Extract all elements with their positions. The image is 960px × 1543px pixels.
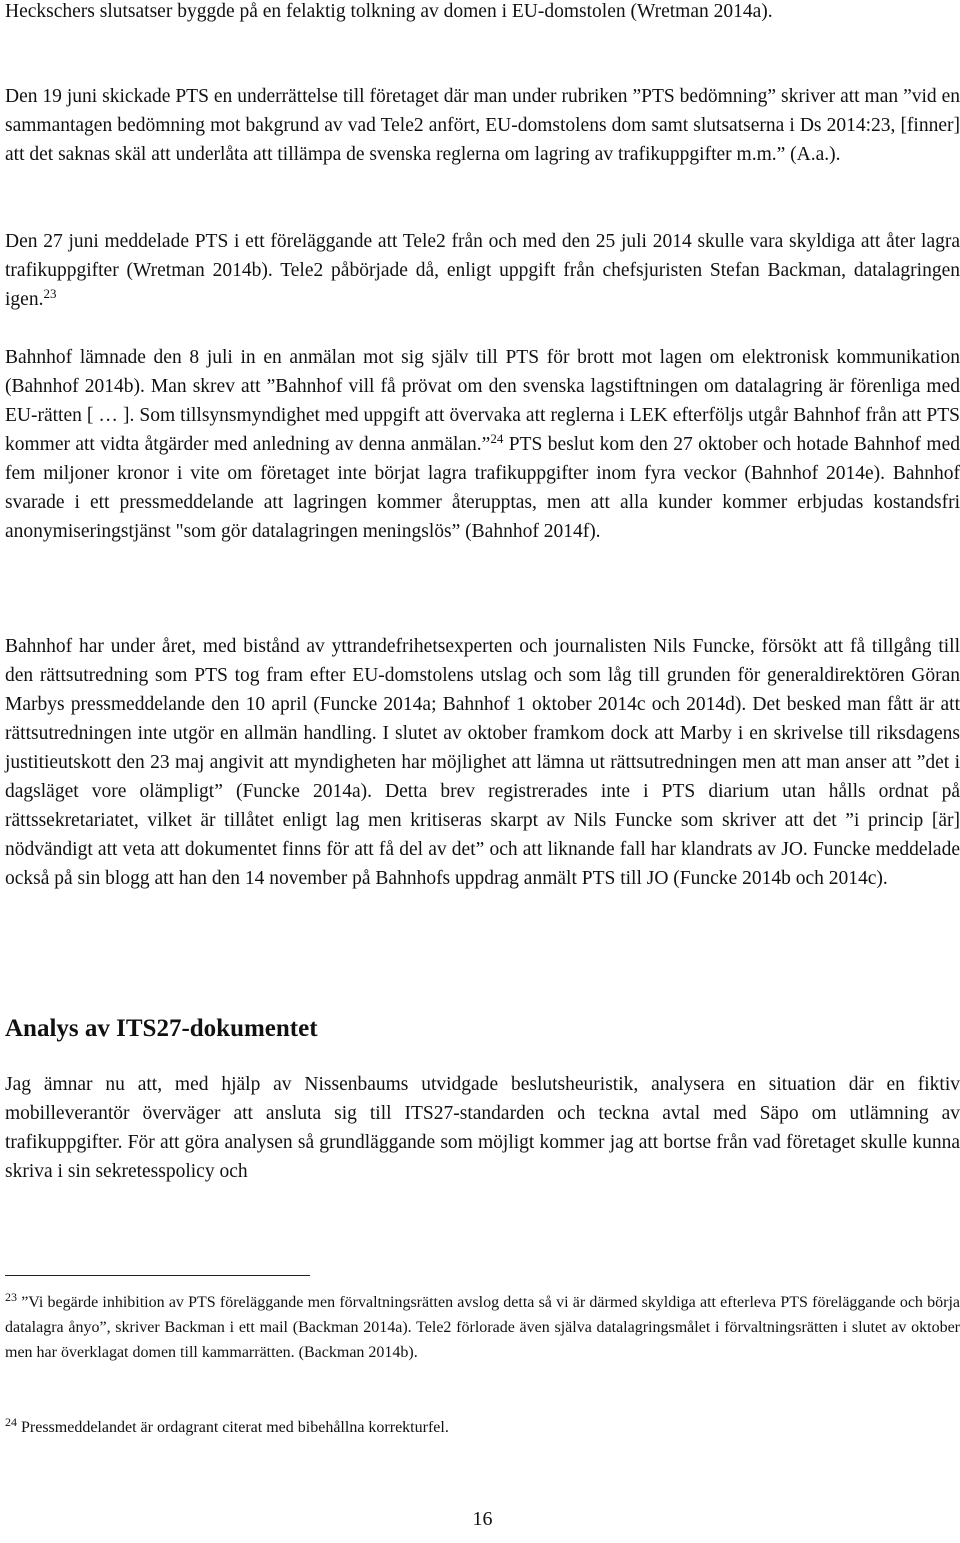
footnote-ref-24: 24	[490, 431, 504, 446]
paragraph-text: Heckschers slutsatser byggde på en felaktig tolkning av domen i EU-domstolen (Wretman 2014a).	[5, 1, 773, 22]
footnote-24	[5, 1415, 960, 1440]
paragraph-text: Bahnhof har under året, med bistånd av yttrandefrihetsexperten och journalisten Nils Funcke, försökt att få tillgång till den rättsutredning som PTS tog fram efter EU-domstolens utslag och som låg till grunden för generaldirektören Göran Marbys pressmeddelande den 10 april (Funcke 2014a; Bahnhof 1 oktober 2014c och 2014d). Det besked man fått är att rättsutredningen inte utgör en allmän handling. I slutet av oktober framkom dock att Marby i en skrivelse till riksdagens justitieutskott den 23 maj angivit att myndigheten har möjlighet att lämna ut rättsutredningen men att man anser att ”det i dagsläget vore olämpligt” (Funcke 2014a). Detta brev registrerades inte i PTS diarium utan hålls ordnat på rättssekretariatet, vilket är tillåtet enligt lag men kritiseras skarpt av Nils Funcke som skriver att det ”i princip [är] nödvändigt att veta att dokumentet finns för att få del av det” och att liknande fall har klandrats av JO. Funcke meddelade också på sin blogg att han den 14 november på Bahnhofs uppdrag anmält PTS till JO (Funcke 2014b och 2014c).	[5, 636, 960, 889]
paragraph-text: Den 19 juni skickade PTS en underrättelse till företaget där man under rubriken ”PTS bedömning” skriver att man ”vid en sammantagen bedömning mot bakgrund av vad Tele2 anfört, EU-domstolens dom samt slutsatserna i Ds 2014:23, [finner] att det saknas skäl att underlåta att tillämpa de svenska reglerna om lagring av trafikuppgifter m.m.” (A.a.).	[5, 86, 960, 165]
paragraph-bahnhof-rattsutredning	[5, 632, 960, 893]
footnote-text: ”Vi begärde inhibition av PTS föreläggande men förvaltningsrätten avslog detta så vi är därmed skyldiga att efterleva PTS föreläggande och börja datalagra ånyo”, skriver Backman i ett mail (Backman 2014a). Tele2 förlorade även själva datalagringsmålet i förvaltningsrätten i slutet av oktober men har överklagat domen till kammarrätten. (Backman 2014b).	[5, 1294, 960, 1361]
paragraph-heckscher	[5, 0, 960, 26]
page-number: 16	[472, 1508, 493, 1530]
paragraph-analys-intro	[5, 1070, 960, 1186]
section-heading: Analys av ITS27-dokumentet	[5, 1015, 318, 1042]
footnote-separator	[5, 1275, 310, 1276]
footnote-text: Pressmeddelandet är ordagrant citerat med bibehållna korrekturfel.	[17, 1419, 449, 1436]
paragraph-text: Den 27 juni meddelade PTS i ett föreläggande att Tele2 från och med den 25 juli 2014 skulle vara skyldiga att åter lagra trafikuppgifter (Wretman 2014b). Tele2 påbörjade då, enligt uppgift från chefsjuristen Stefan Backman, datalagringen igen.	[5, 231, 960, 310]
paragraph-text: Bahnhof lämnade den 8 juli in en anmälan mot sig själv till PTS för brott mot lagen om elektronisk kommunikation (Bahnhof 2014b). Man skrev att ”Bahnhof vill få prövat om den svenska lagstiftningen om datalagring är förenliga med EU-rätten [ … ]. Som tillsynsmyndighet med uppgift att övervaka att reglerna i LEK efterföljs utgår Bahnhof från att PTS kommer att vidta åtgärder med anledning av denna anmälan.”	[5, 347, 960, 455]
footnote-ref-23: 23	[43, 286, 57, 301]
paragraph-text: Jag ämnar nu att, med hjälp av Nissenbaums utvidgade beslutsheuristik, analysera en situation där en fiktiv mobilleverantör överväger att ansluta sig till ITS27-standarden och teckna avtal med Säpo om utlämning av trafikuppgifter. För att göra analysen så grundläggande som möjligt kommer jag att bortse från vad företaget skulle kunna skriva i sin sekretesspolicy och	[5, 1074, 960, 1182]
paragraph-text-continued: PTS beslut kom den 27 oktober och hotade Bahnhof med fem miljoner kronor i vite om företaget inte börjat lagra trafikuppgifter inom fyra veckor (Bahnhof 2014e). Bahnhof svarade i ett pressmeddelande att lagringen kommer återupptas, men att alla kunder kommer erbjudas kostandsfri anonymiseringstjänst "som gör datalagringen meningslös” (Bahnhof 2014f).	[5, 434, 960, 542]
paragraph-bahnhof-anmalan	[5, 343, 960, 546]
footnote-number: 23	[5, 1290, 17, 1304]
paragraph-pts-underrattelse	[5, 82, 960, 169]
footnote-23	[5, 1290, 960, 1365]
paragraph-pts-forelaggande	[5, 227, 960, 314]
footnote-number: 24	[5, 1415, 17, 1429]
